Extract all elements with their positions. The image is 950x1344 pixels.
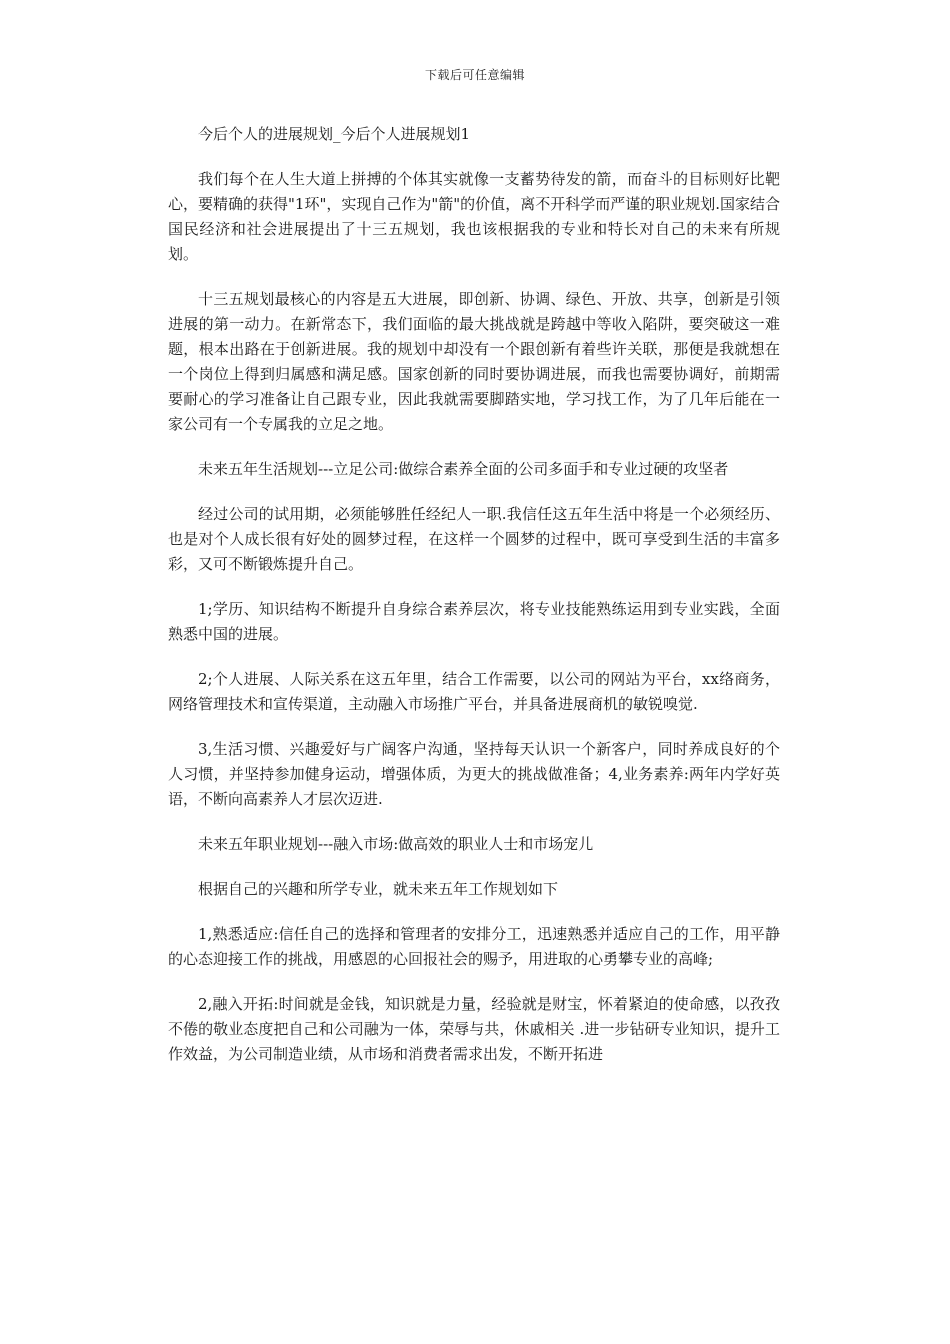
- paragraph: 经过公司的试用期，必须能够胜任经纪人一职.我信任这五年生活中将是一个必须经历、也是对个人成长很有好处的圆梦过程，在这样一个圆梦的过程中，既可享受到生活的丰富多彩，又可不断锻炼提升自己。: [168, 505, 780, 573]
- paragraph: 根据自己的兴趣和所学专业，就未来五年工作规划如下: [198, 880, 559, 898]
- list-item: 2;个人进展、人际关系在这五年里，结合工作需要，以公司的网站为平台，xx络商务，网络管理技术和宣传渠道，主动融入市场推广平台，并具备进展商机的敏锐嗅觉.: [168, 670, 780, 713]
- section-heading: 未来五年生活规划---立足公司:做综合素养全面的公司多面手和专业过硬的攻坚者: [198, 460, 729, 478]
- list-item: 3,生活习惯、兴趣爱好与广阔客户沟通，坚持每天认识一个新客户，同时养成良好的个人习惯，并坚持参加健身运动，增强体质，为更大的挑战做准备；4,业务素养:两年内学好英语，不断向高素养人才层次迈进.: [168, 740, 780, 808]
- paragraph: 十三五规划最核心的内容是五大进展，即创新、协调、绿色、开放、共享，创新是引领进展的第一动力。在新常态下，我们面临的最大挑战就是跨越中等收入陷阱，要突破这一难题，根本出路在于创新进展。我的规划中却没有一个跟创新有着些许关联，那便是我就想在一个岗位上得到归属感和满足感。国家创新的同时要协调进展，而我也需要协调好，前期需要耐心的学习准备让自己跟专业，因此我就需要脚踏实地，学习找工作，为了几年后能在一家公司有一个专属我的立足之地。: [168, 290, 780, 433]
- page-header-note: 下载后可任意编辑: [424, 68, 525, 82]
- document-body: [168, 122, 780, 1087]
- list-item: 1;学历、知识结构不断提升自身综合素养层次，将专业技能熟练运用到专业实践，全面熟悉中国的进展。: [168, 600, 780, 643]
- paragraph: 我们每个在人生大道上拼搏的个体其实就像一支蓄势待发的箭，而奋斗的目标则好比靶心，要精确的获得"1环"，实现自己作为"箭"的价值，离不开科学而严谨的职业规划.国家结合国民经济和社会进展提出了十三五规划，我也该根据我的专业和特长对自己的未来有所规划。: [168, 170, 780, 263]
- list-item: 1,熟悉适应:信任自己的选择和管理者的安排分工，迅速熟悉并适应自己的工作，用平静的心态迎接工作的挑战，用感恩的心回报社会的赐予，用进取的心勇攀专业的高峰;: [168, 925, 780, 968]
- document-title: 今后个人的进展规划_今后个人进展规划1: [198, 125, 471, 143]
- list-item: 2,融入开拓:时间就是金钱，知识就是力量，经验就是财宝，怀着紧迫的使命感，以孜孜不倦的敬业态度把自己和公司融为一体，荣辱与共，休戚相关 .进一步钻研专业知识，提升工作效益，为公司制造业绩，从市场和消费者需求出发，不断开拓进: [168, 995, 780, 1063]
- section-heading: 未来五年职业规划---融入市场:做高效的职业人士和市场宠儿: [198, 835, 594, 853]
